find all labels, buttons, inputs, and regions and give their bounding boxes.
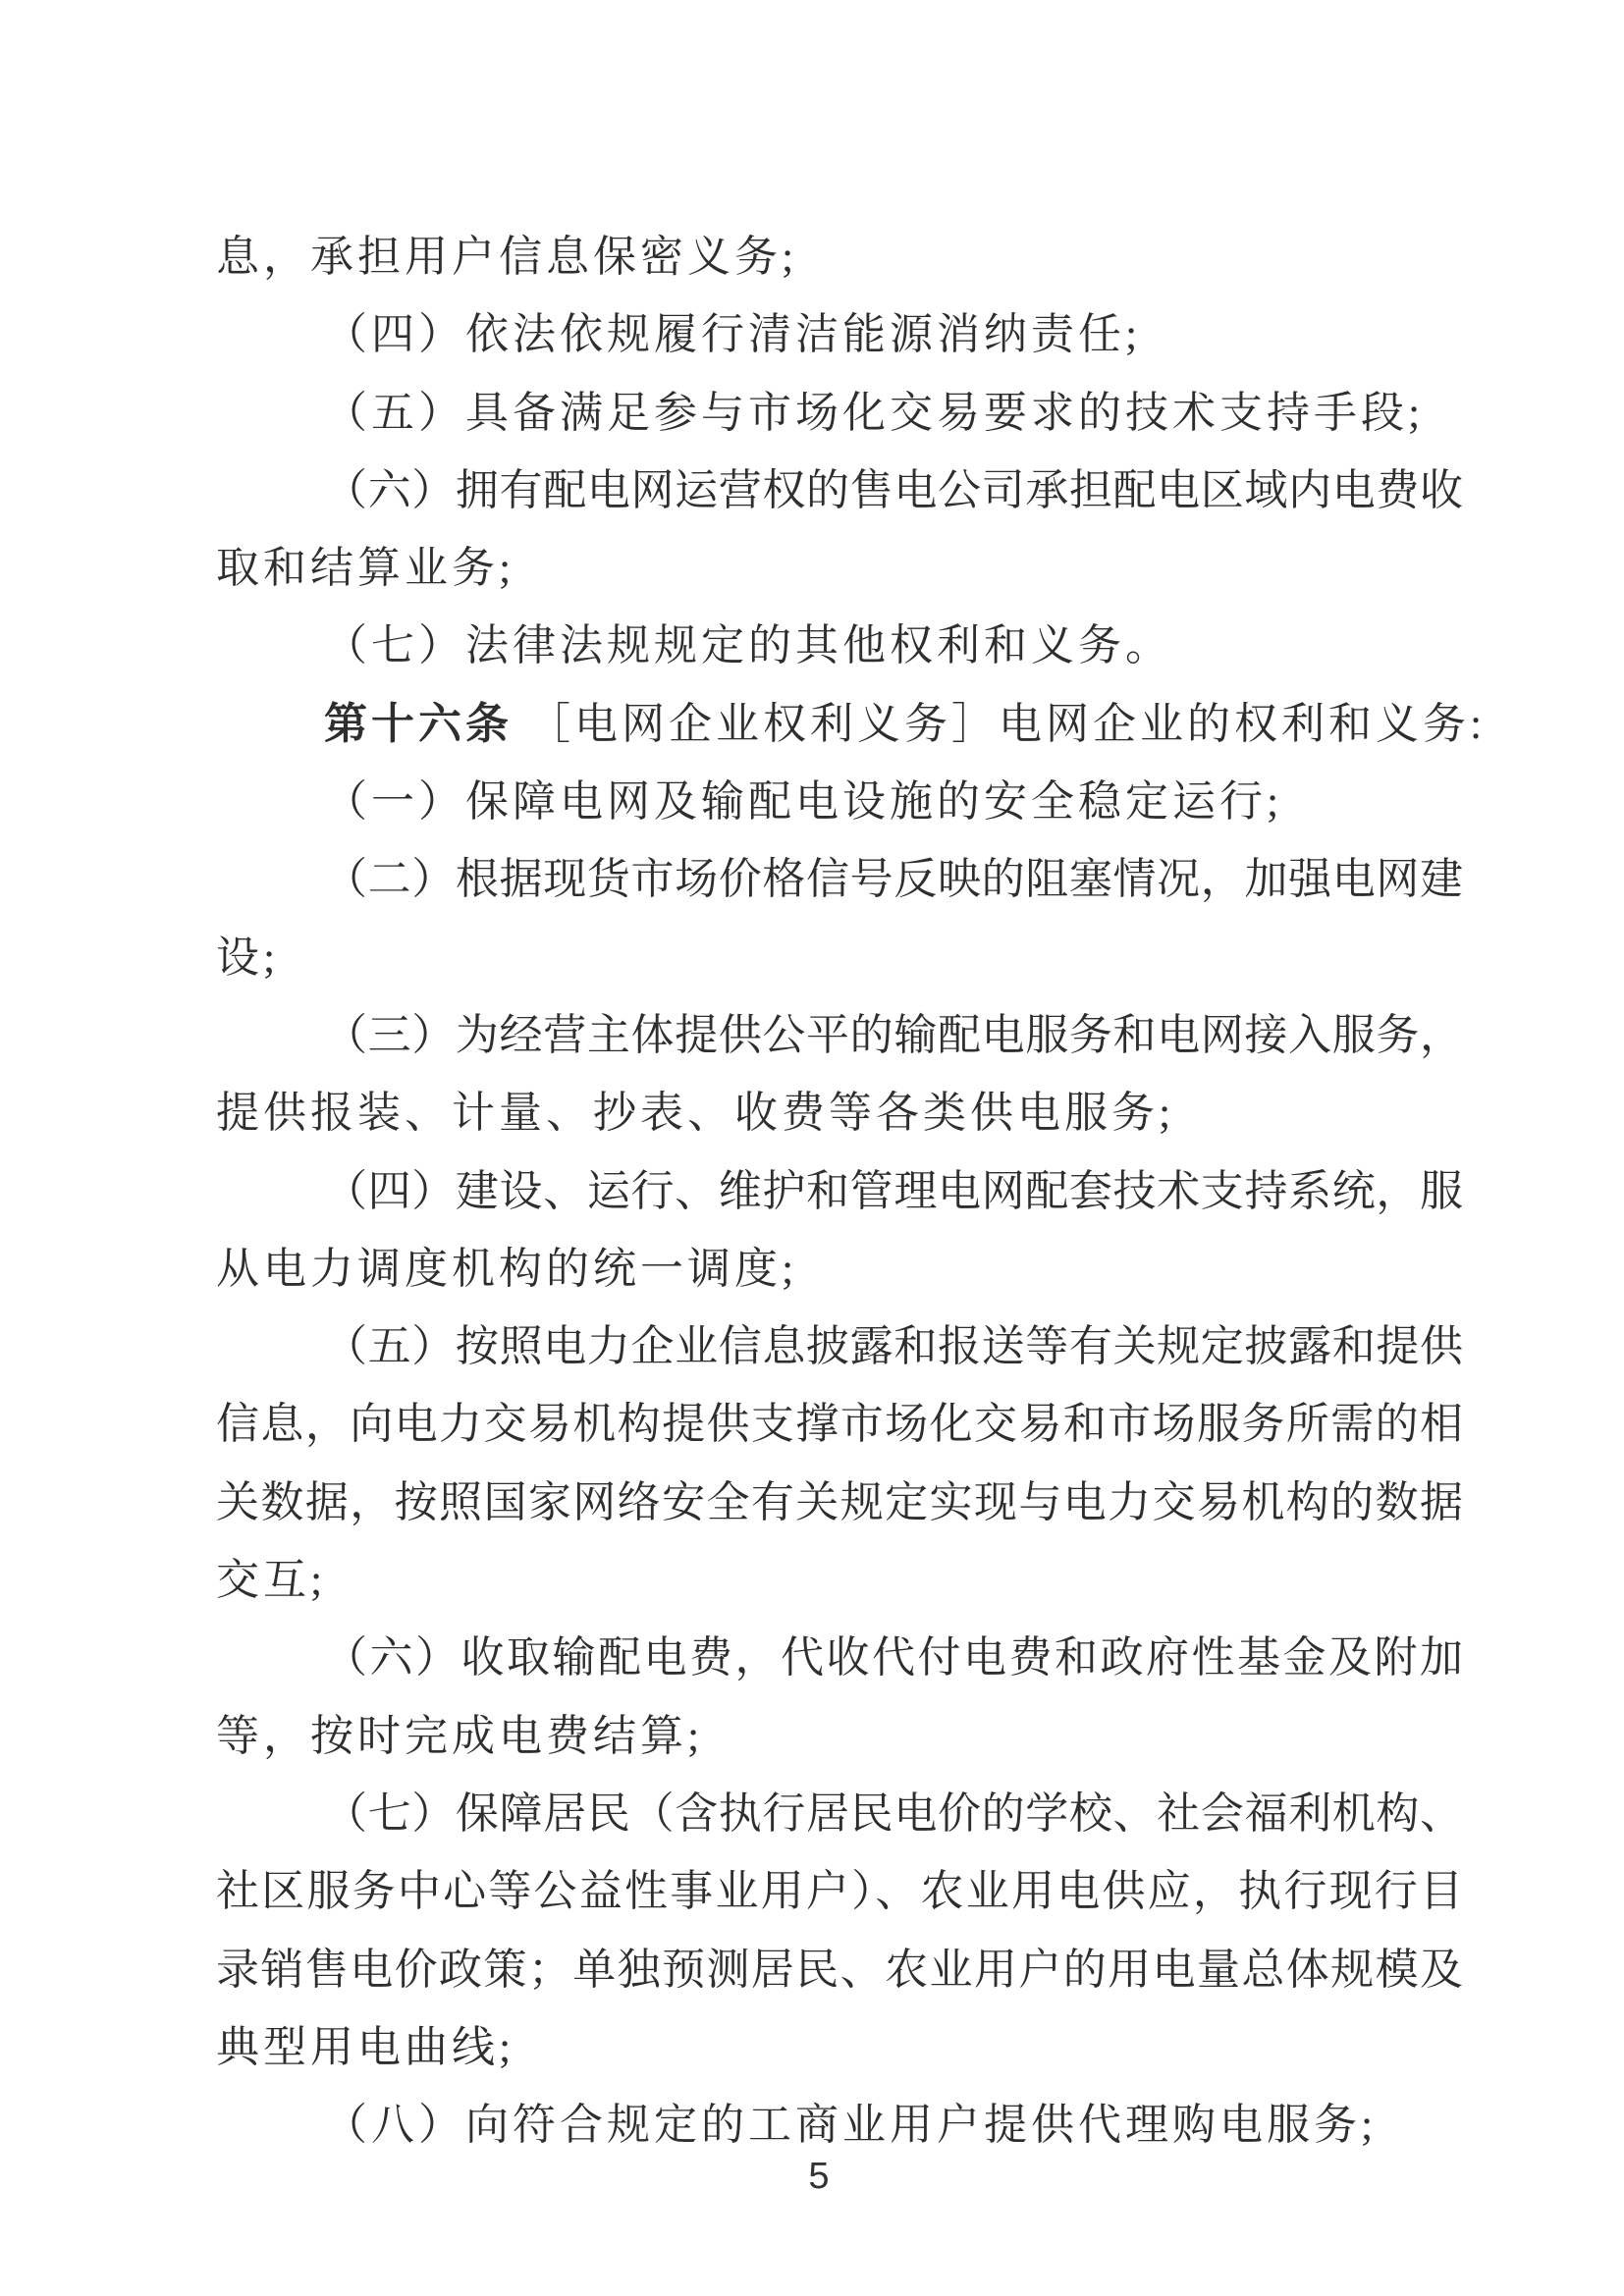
text-line-13: （四）建设、运行、维护和管理电网配套技术支持系统，服	[324, 1166, 1463, 1215]
text-line-9: （二）根据现货市场价格信号反映的阻塞情况，加强电网建	[324, 855, 1463, 904]
text-line-11: （三）为经营主体提供公平的输配电服务和电网接入服务，	[324, 1010, 1463, 1059]
text-line-22: 社区服务中心等公益性事业用户）、农业用电供应，执行现行目	[216, 1867, 1463, 1916]
text-line-18: 交互;	[216, 1556, 327, 1605]
text-line-10: 设;	[216, 933, 280, 982]
text-line-8: （一）保障电网及输配电设施的安全稳定运行;	[324, 777, 1283, 827]
page-number: 5	[808, 2156, 830, 2197]
text-line-24: 典型用电曲线;	[216, 2022, 515, 2071]
text-line-5: 取和结算业务;	[216, 544, 515, 593]
text-line-15: （五）按照电力企业信息披露和报送等有关规定披露和提供	[324, 1322, 1463, 1371]
text-line-2: （四）依法依规履行清洁能源消纳责任;	[324, 310, 1142, 359]
text-line-4: （六）拥有配电网运营权的售电公司承担配电区域内电费收	[324, 465, 1463, 514]
article-number-bold: 第十六条	[324, 699, 513, 748]
text-line-6: （七）法律法规规定的其他权利和义务。	[324, 621, 1172, 670]
text-line-16: 信息，向电力交易机构提供支撑市场化交易和市场服务所需的相	[216, 1400, 1463, 1449]
text-line-23: 录销售电价政策；单独预测居民、农业用户的用电量总体规模及	[216, 1945, 1463, 1994]
document-text-block	[216, 218, 1487, 2163]
text-line-20: 等，按时完成电费结算;	[216, 1711, 704, 1760]
text-line-19: （六）收取输配电费，代收代付电费和政府性基金及附加	[324, 1633, 1463, 1682]
text-line-17: 关数据，按照国家网络安全有关规定实现与电力交易机构的数据	[216, 1477, 1463, 1526]
text-line-7	[216, 685, 1487, 763]
text-line-25: （八）向符合规定的工商业用户提供代理购电服务;	[324, 2101, 1378, 2150]
text-line-12: 提供报装、计量、抄表、收费等各类供电服务;	[216, 1089, 1175, 1138]
text-line-3: （五）具备满足参与市场化交易要求的技术支持手段;	[324, 388, 1425, 437]
text-line-21: （七）保障居民（含执行居民电价的学校、社会福利机构、	[324, 1789, 1463, 1838]
text-line-1: 息，承担用户信息保密义务;	[216, 233, 798, 281]
article-heading-rest: ［电网企业权利义务］电网企业的权利和义务:	[513, 699, 1487, 748]
text-line-14: 从电力调度机构的统一调度;	[216, 1244, 798, 1293]
